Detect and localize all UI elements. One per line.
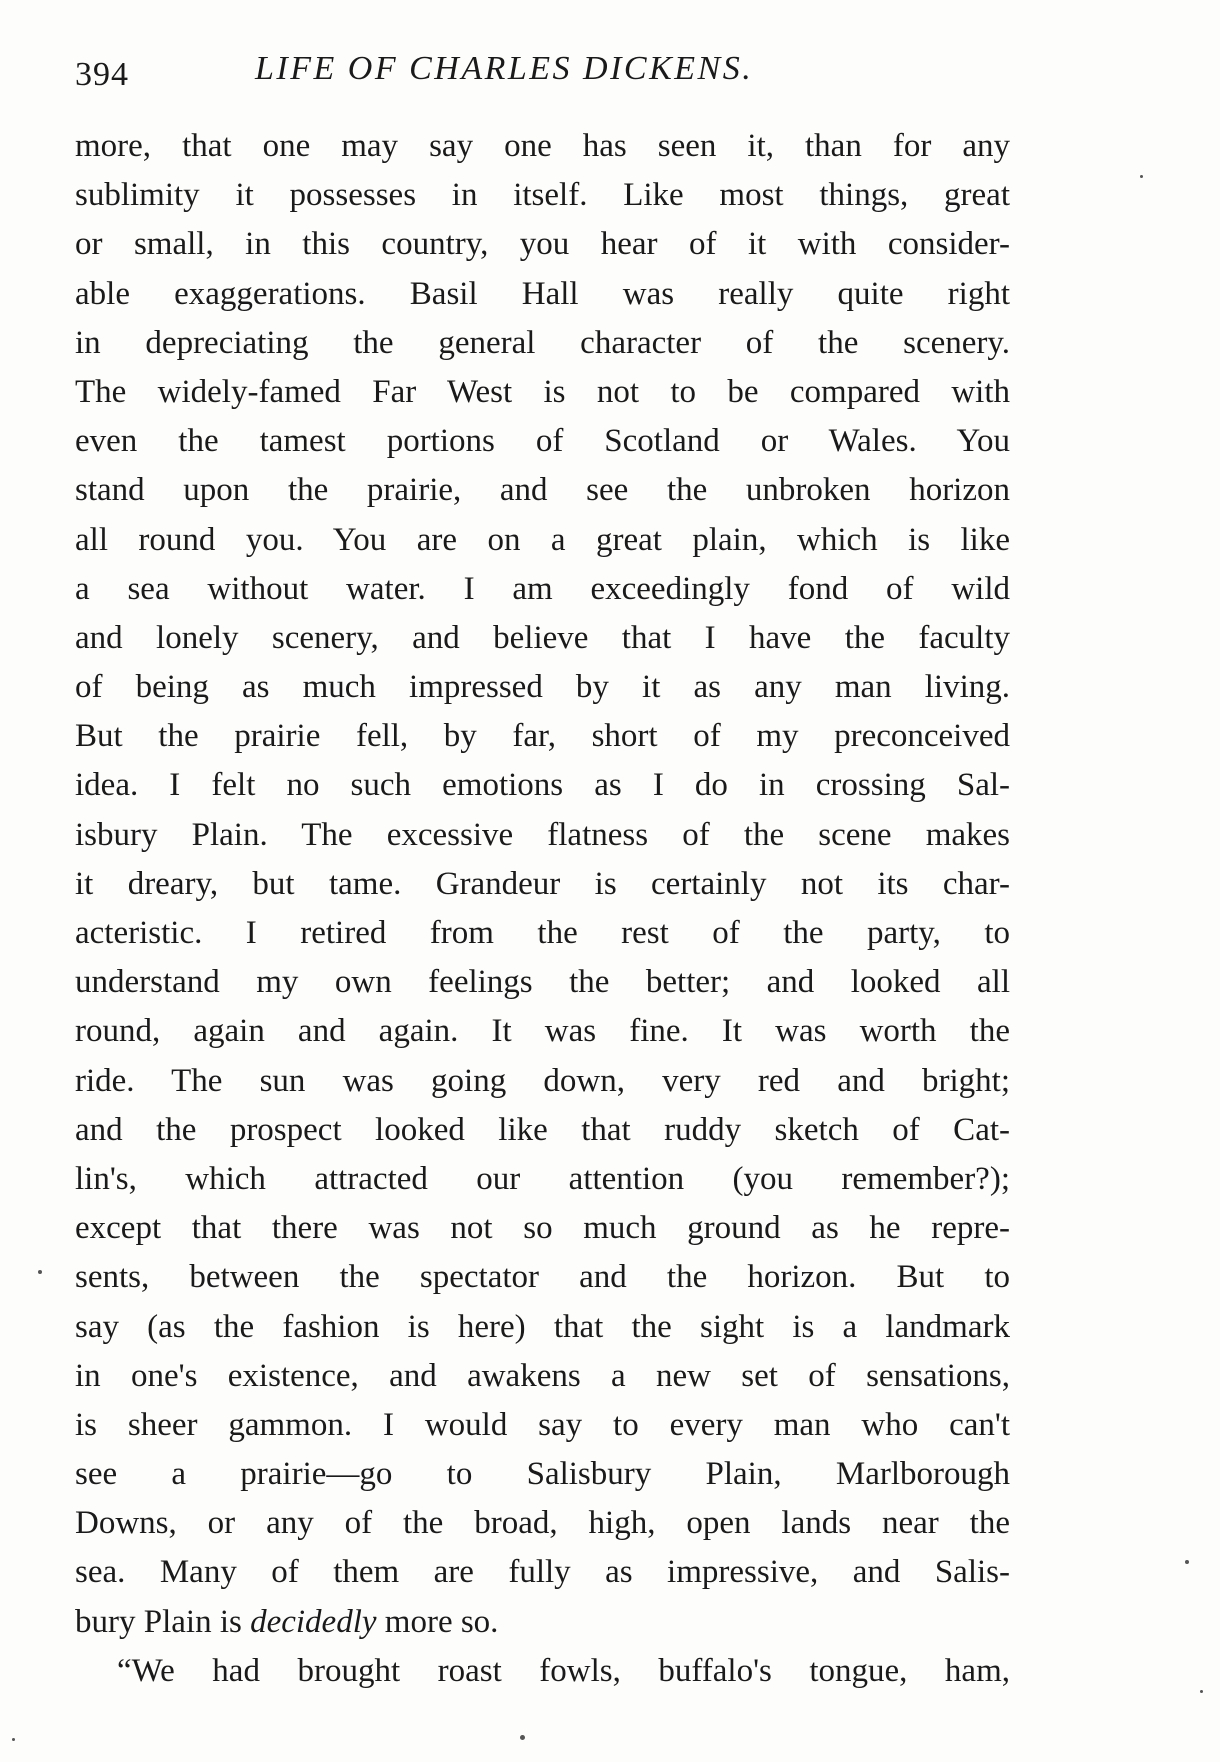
text-line: a sea without water. I am exceedingly fond of wild [75, 570, 1010, 607]
text-line: round, again and again. It was fine. It was worth the [75, 1013, 1010, 1050]
text-line: stand upon the prairie, and see the unbroken horizon [75, 472, 1010, 509]
text-line: see a prairie—go to Salisbury Plain, Marlborough [75, 1456, 1010, 1493]
text-line: it dreary, but tame. Grandeur is certainly not its char- [75, 865, 1010, 902]
last-line-after: more so. [376, 1603, 499, 1640]
scan-speck [12, 1738, 15, 1741]
text-line: is sheer gammon. I would say to every man who can't [75, 1406, 1010, 1443]
text-line: idea. I felt no such emotions as I do in crossing Sal- [75, 767, 1010, 804]
text-line: of being as much impressed by it as any man living. [75, 669, 1010, 706]
text-line: more, that one may say one has seen it, than for any [75, 128, 1010, 164]
text-line: say (as the fashion is here) that the sight is a landmark [75, 1308, 1010, 1345]
text-line: even the tamest portions of Scotland or Wales. You [75, 423, 1010, 460]
page-number: 394 [75, 56, 129, 93]
scan-speck [1200, 1690, 1203, 1693]
text-line: except that there was not so much ground as he repre- [75, 1210, 1010, 1247]
text-line: or small, in this country, you hear of it with consider- [75, 226, 1010, 263]
text-line: The widely-famed Far West is not to be compared with [75, 373, 1010, 410]
text-line: isbury Plain. The excessive flatness of the scene makes [75, 816, 1010, 853]
scan-speck [1185, 1560, 1189, 1564]
text-line: sents, between the spectator and the horizon. But to [75, 1259, 1010, 1296]
text-line: in depreciating the general character of the scenery. [75, 324, 1010, 361]
scan-speck [38, 1270, 42, 1274]
text-line: lin's, which attracted our attention (you remember?); [75, 1160, 1010, 1197]
last-line-before: bury Plain is [75, 1603, 251, 1640]
text-line: But the prairie fell, by far, short of my preconceived [75, 718, 1010, 755]
text-line: and lonely scenery, and believe that I have the faculty [75, 619, 1010, 656]
text-line: acteristic. I retired from the rest of the party, to [75, 915, 1010, 951]
scan-speck [1140, 175, 1143, 178]
next-paragraph-line: “We had brought roast fowls, buffalo's tongue, ham, [117, 1652, 1010, 1689]
scan-speck [520, 1735, 525, 1740]
text-line: in one's existence, and awakens a new set of sensations, [75, 1357, 1010, 1394]
emphasized-word: decidedly [250, 1603, 377, 1640]
text-line: understand my own feelings the better; and looked all [75, 964, 1010, 1001]
text-line: sea. Many of them are fully as impressive, and Salis- [75, 1554, 1010, 1591]
text-line: all round you. You are on a great plain, which is like [75, 521, 1010, 558]
text-line: and the prospect looked like that ruddy sketch of Cat- [75, 1111, 1010, 1148]
page-header [75, 50, 1015, 100]
running-title: LIFE OF CHARLES DICKENS. [255, 50, 754, 87]
text-line: sublimity it possesses in itself. Like most things, great [75, 177, 1010, 214]
paragraph-last-line [75, 1598, 1010, 1647]
body-text [75, 122, 1010, 1696]
text-line: ride. The sun was going down, very red and bright; [75, 1062, 1010, 1099]
text-line: Downs, or any of the broad, high, open lands near the [75, 1505, 1010, 1542]
text-line: able exaggerations. Basil Hall was really quite right [75, 275, 1010, 312]
